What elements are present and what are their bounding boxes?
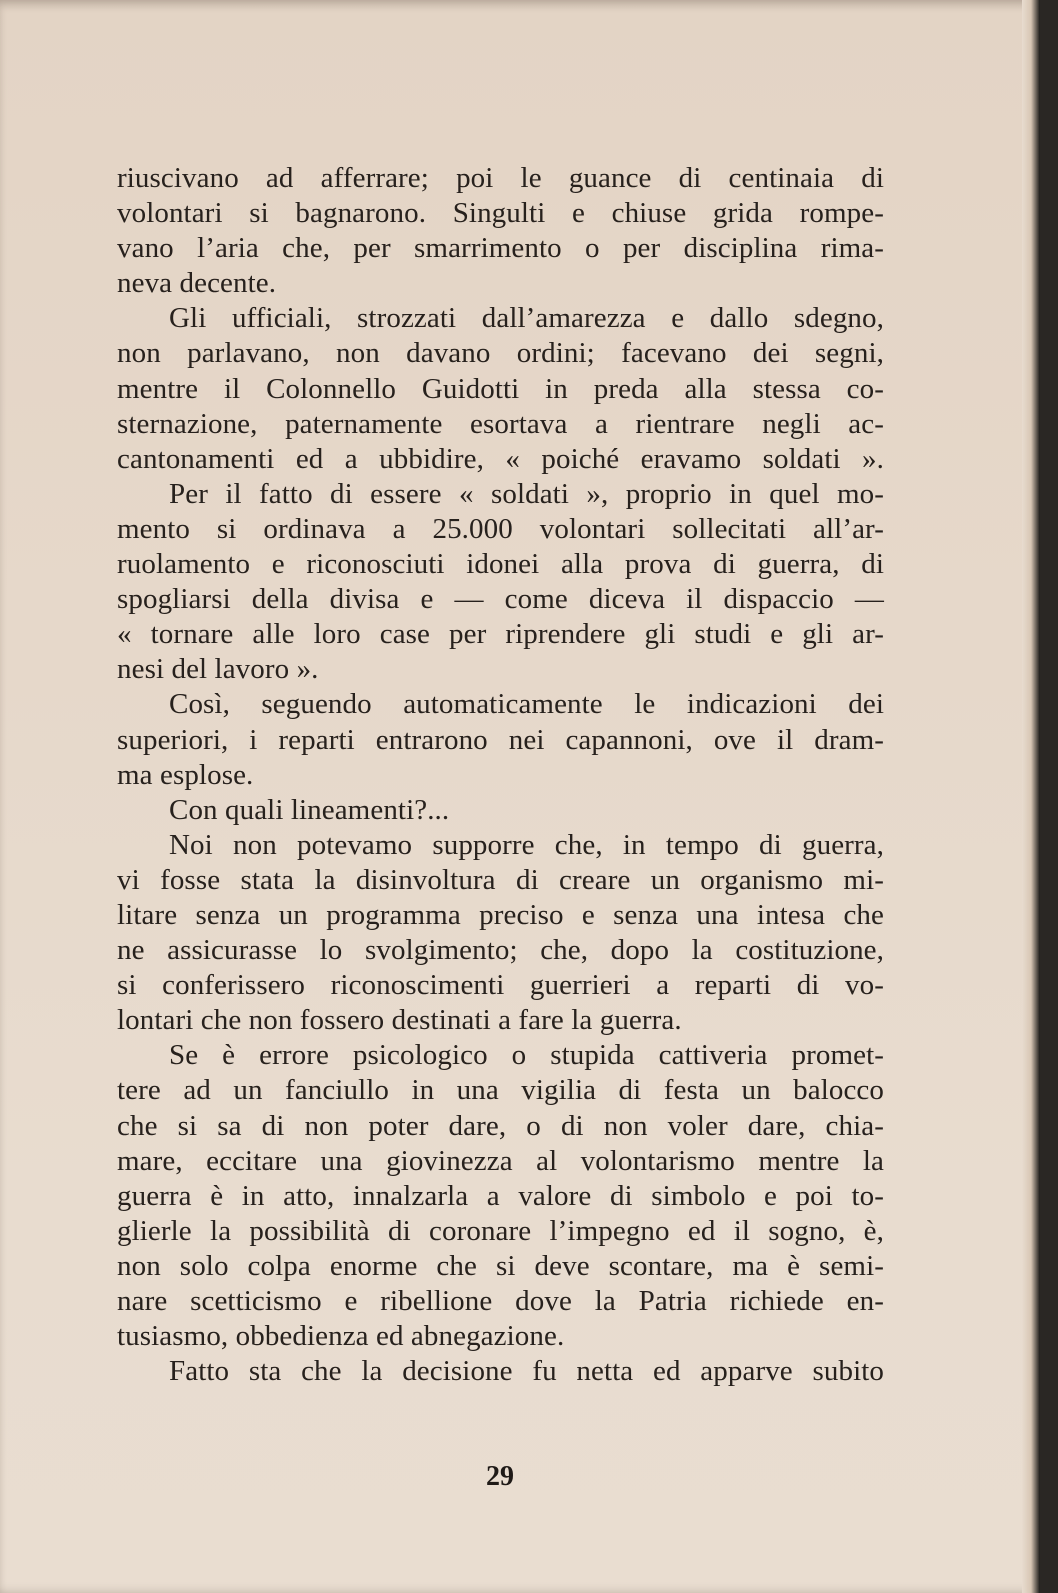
text-line: riuscivano ad afferrare; poi le guance di centinaia di <box>117 162 884 194</box>
body-text <box>117 161 884 1389</box>
text-line: mentre il Colonnello Guidotti in preda alla stessa co- <box>117 372 884 405</box>
text-line: spogliarsi della divisa e — come diceva il dispaccio — <box>117 583 884 616</box>
text-line: superiori, i reparti entrarono nei capannoni, ove il dram- <box>117 723 884 756</box>
text-line: vi fosse stata la disinvoltura di creare un organismo mi- <box>117 863 884 896</box>
text-line: non parlavano, non davano ordini; facevano dei segni, <box>117 337 884 370</box>
text-line: lontari che non fossero destinati a fare la guerra. <box>117 1004 682 1037</box>
text-line: neva decente. <box>117 267 277 300</box>
text-line: cantonamenti ed a ubbidire, « poiché eravamo soldati ». <box>117 442 884 475</box>
text-line: « tornare alle loro case per riprendere gli studi e gli ar- <box>117 618 884 651</box>
text-line: Se è errore psicologico o stupida cattiveria promet- <box>169 1039 884 1072</box>
text-line: guerra è in atto, innalzarla a valore di simbolo e poi to- <box>117 1179 884 1212</box>
text-line: Fatto sta che la decisione fu netta ed apparve subito <box>169 1355 884 1388</box>
text-line: tere ad un fanciullo in una vigilia di festa un balocco <box>117 1074 884 1107</box>
text-line: ma esplose. <box>117 758 254 791</box>
text-line: ruolamento e riconosciuti idonei alla prova di guerra, di <box>117 548 884 581</box>
text-line: volontari si bagnarono. Singulti e chiuse grida rompe- <box>117 197 884 230</box>
text-line: che si sa di non poter dare, o di non voler dare, chia- <box>117 1109 884 1142</box>
text-line: ne assicurasse lo svolgimento; che, dopo la costituzione, <box>117 934 884 967</box>
page-edge <box>1022 0 1040 1593</box>
text-line: non solo colpa enorme che si deve scontare, ma è semi- <box>117 1249 884 1282</box>
text-line: mare, eccitare una giovinezza al volontarismo mentre la <box>117 1144 884 1177</box>
text-line: vano l’aria che, per smarrimento o per disciplina rima- <box>117 232 884 265</box>
text-line: Per il fatto di essere « soldati », proprio in quel mo- <box>169 477 884 510</box>
text-line: sternazione, paternamente esortava a rientrare negli ac- <box>117 407 884 440</box>
text-line: tusiasmo, obbedienza ed abnegazione. <box>117 1320 565 1353</box>
text-line: litare senza un programma preciso e senza una intesa che <box>117 898 884 931</box>
text-line: Gli ufficiali, strozzati dall’amarezza e dallo sdegno, <box>169 302 884 335</box>
text-line: nesi del lavoro ». <box>117 653 319 686</box>
text-line: Con quali lineamenti?... <box>169 793 450 826</box>
text-line: Noi non potevamo supporre che, in tempo di guerra, <box>169 828 884 861</box>
text-line: si conferissero riconoscimenti guerrieri a reparti di vo- <box>117 969 884 1002</box>
text-line: glierle la possibilità di coronare l’impegno ed il sogno, è, <box>117 1214 884 1247</box>
page-number: 29 <box>486 1461 514 1492</box>
text-line: Così, seguendo automaticamente le indicazioni dei <box>169 688 884 721</box>
text-line: nare scetticismo e ribellione dove la Patria richiede en- <box>117 1285 884 1317</box>
text-line: mento si ordinava a 25.000 volontari sollecitati all’ar- <box>117 512 884 545</box>
